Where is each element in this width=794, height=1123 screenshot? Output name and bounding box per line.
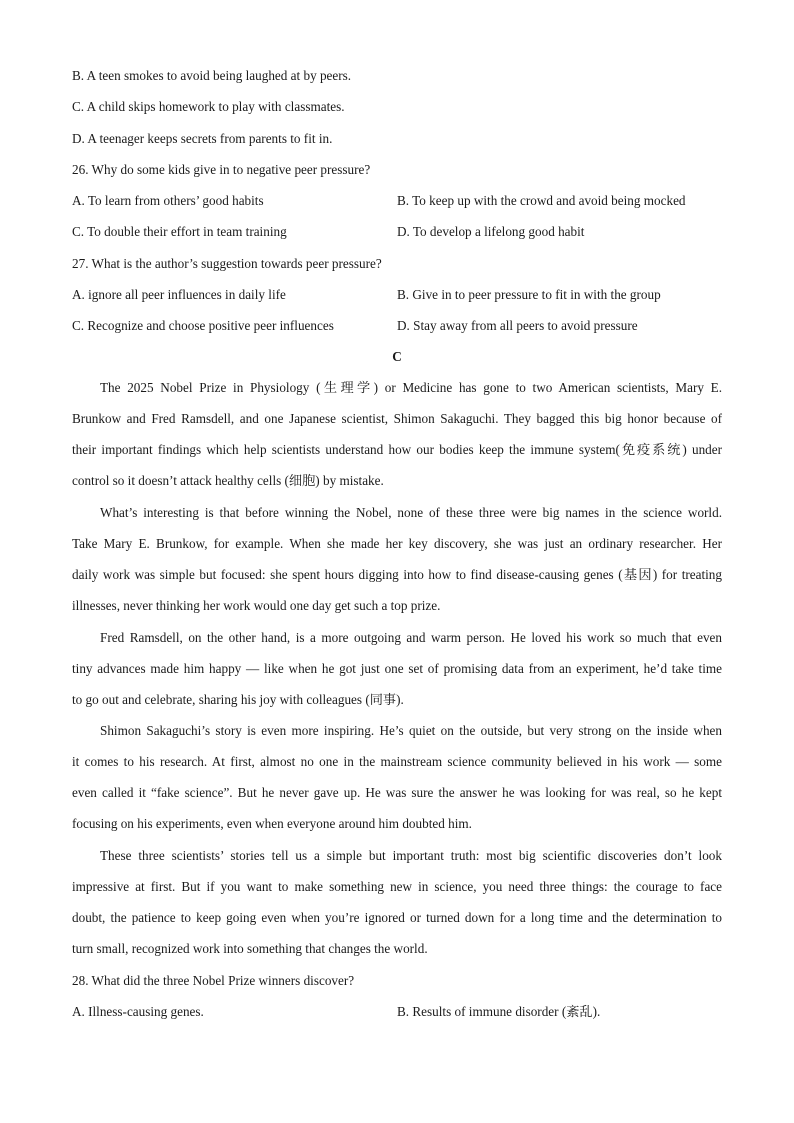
option-d-prev: D. A teenager keeps secrets from parents to fit in. [72, 131, 333, 146]
q26-option-b: B. To keep up with the crowd and avoid being mocked [397, 193, 686, 208]
paragraph-line: Fred Ramsdell, on the other hand, is a more outgoing and warm person. He loved his work so much that even [100, 630, 722, 645]
paragraph-line: The 2025 Nobel Prize in Physiology (生理学) or Medicine has gone to two American scientists, Mary E. [100, 380, 722, 395]
passage-paragraph-2 [72, 505, 722, 629]
q28-option-b: B. Results of immune disorder (紊乱). [397, 1004, 601, 1019]
paragraph-line: even called it “fake science”. But he never gave up. He was sure the answer he was looking for was real, so he kept [72, 785, 722, 801]
passage-paragraph-3 [72, 630, 722, 723]
option-c-prev: C. A child skips homework to play with classmates. [72, 99, 345, 114]
q26-option-a: A. To learn from others’ good habits [72, 193, 264, 208]
paragraph-line: to go out and celebrate, sharing his joy with colleagues (同事). [72, 692, 404, 708]
paragraph-line: Brunkow and Fred Ramsdell, and one Japanese scientist, Shimon Sakaguchi. They bagged this big honor because of [72, 411, 722, 427]
question-26: 26. Why do some kids give in to negative peer pressure? [72, 162, 371, 177]
paragraph-line: control so it doesn’t attack healthy cells (细胞) by mistake. [72, 473, 384, 489]
paragraph-line: it comes to his research. At first, almost no one in the mainstream science community believed in his work — some [72, 754, 722, 770]
q26-option-c: C. To double their effort in team training [72, 224, 287, 239]
paragraph-line: Take Mary E. Brunkow, for example. When she made her key discovery, she was just an ordinary researcher. Her [72, 536, 722, 552]
q27-option-c: C. Recognize and choose positive peer influences [72, 318, 334, 333]
paragraph-line: illnesses, never thinking her work would one day get such a top prize. [72, 598, 441, 614]
q26-option-d: D. To develop a lifelong good habit [397, 224, 585, 239]
section-title-c: C [392, 349, 402, 364]
question-28: 28. What did the three Nobel Prize winners discover? [72, 973, 355, 988]
paragraph-line: tiny advances made him happy — like when he got just one set of promising data from an experiment, he’d take time [72, 661, 722, 677]
paragraph-line: These three scientists’ stories tell us a simple but important truth: most big scientific discoveries don’t look [100, 848, 722, 863]
paragraph-line: daily work was simple but focused: she spent hours digging into how to find disease-causing genes (基因) for treating [72, 567, 722, 583]
paragraph-line: focusing on his experiments, even when everyone around him doubted him. [72, 816, 472, 832]
passage-paragraph-4 [72, 723, 722, 847]
paragraph-line: What’s interesting is that before winning the Nobel, none of these three were big names in the science world. [100, 505, 722, 520]
q27-option-b: B. Give in to peer pressure to fit in with the group [397, 287, 661, 302]
paragraph-line: turn small, recognized work into something that changes the world. [72, 941, 428, 957]
passage-paragraph-5 [72, 848, 722, 972]
q27-option-d: D. Stay away from all peers to avoid pressure [397, 318, 638, 333]
option-b-prev: B. A teen smokes to avoid being laughed at by peers. [72, 68, 352, 83]
paragraph-line: doubt, the patience to keep going even when you’re ignored or turned down for a long time and the determination to [72, 910, 722, 926]
paragraph-line: their important findings which help scientists understand how our bodies keep the immune system(免疫系统) under [72, 442, 722, 458]
question-27: 27. What is the author’s suggestion towards peer pressure? [72, 256, 382, 271]
paragraph-line: impressive at first. But if you want to make something new in science, you need three things: the courage to face [72, 879, 722, 895]
q27-option-a: A. ignore all peer influences in daily life [72, 287, 286, 302]
passage-paragraph-1 [72, 380, 722, 504]
q28-option-a: A. Illness-causing genes. [72, 1004, 204, 1019]
paragraph-line: Shimon Sakaguchi’s story is even more inspiring. He’s quiet on the outside, but very strong on the inside when [100, 723, 722, 738]
